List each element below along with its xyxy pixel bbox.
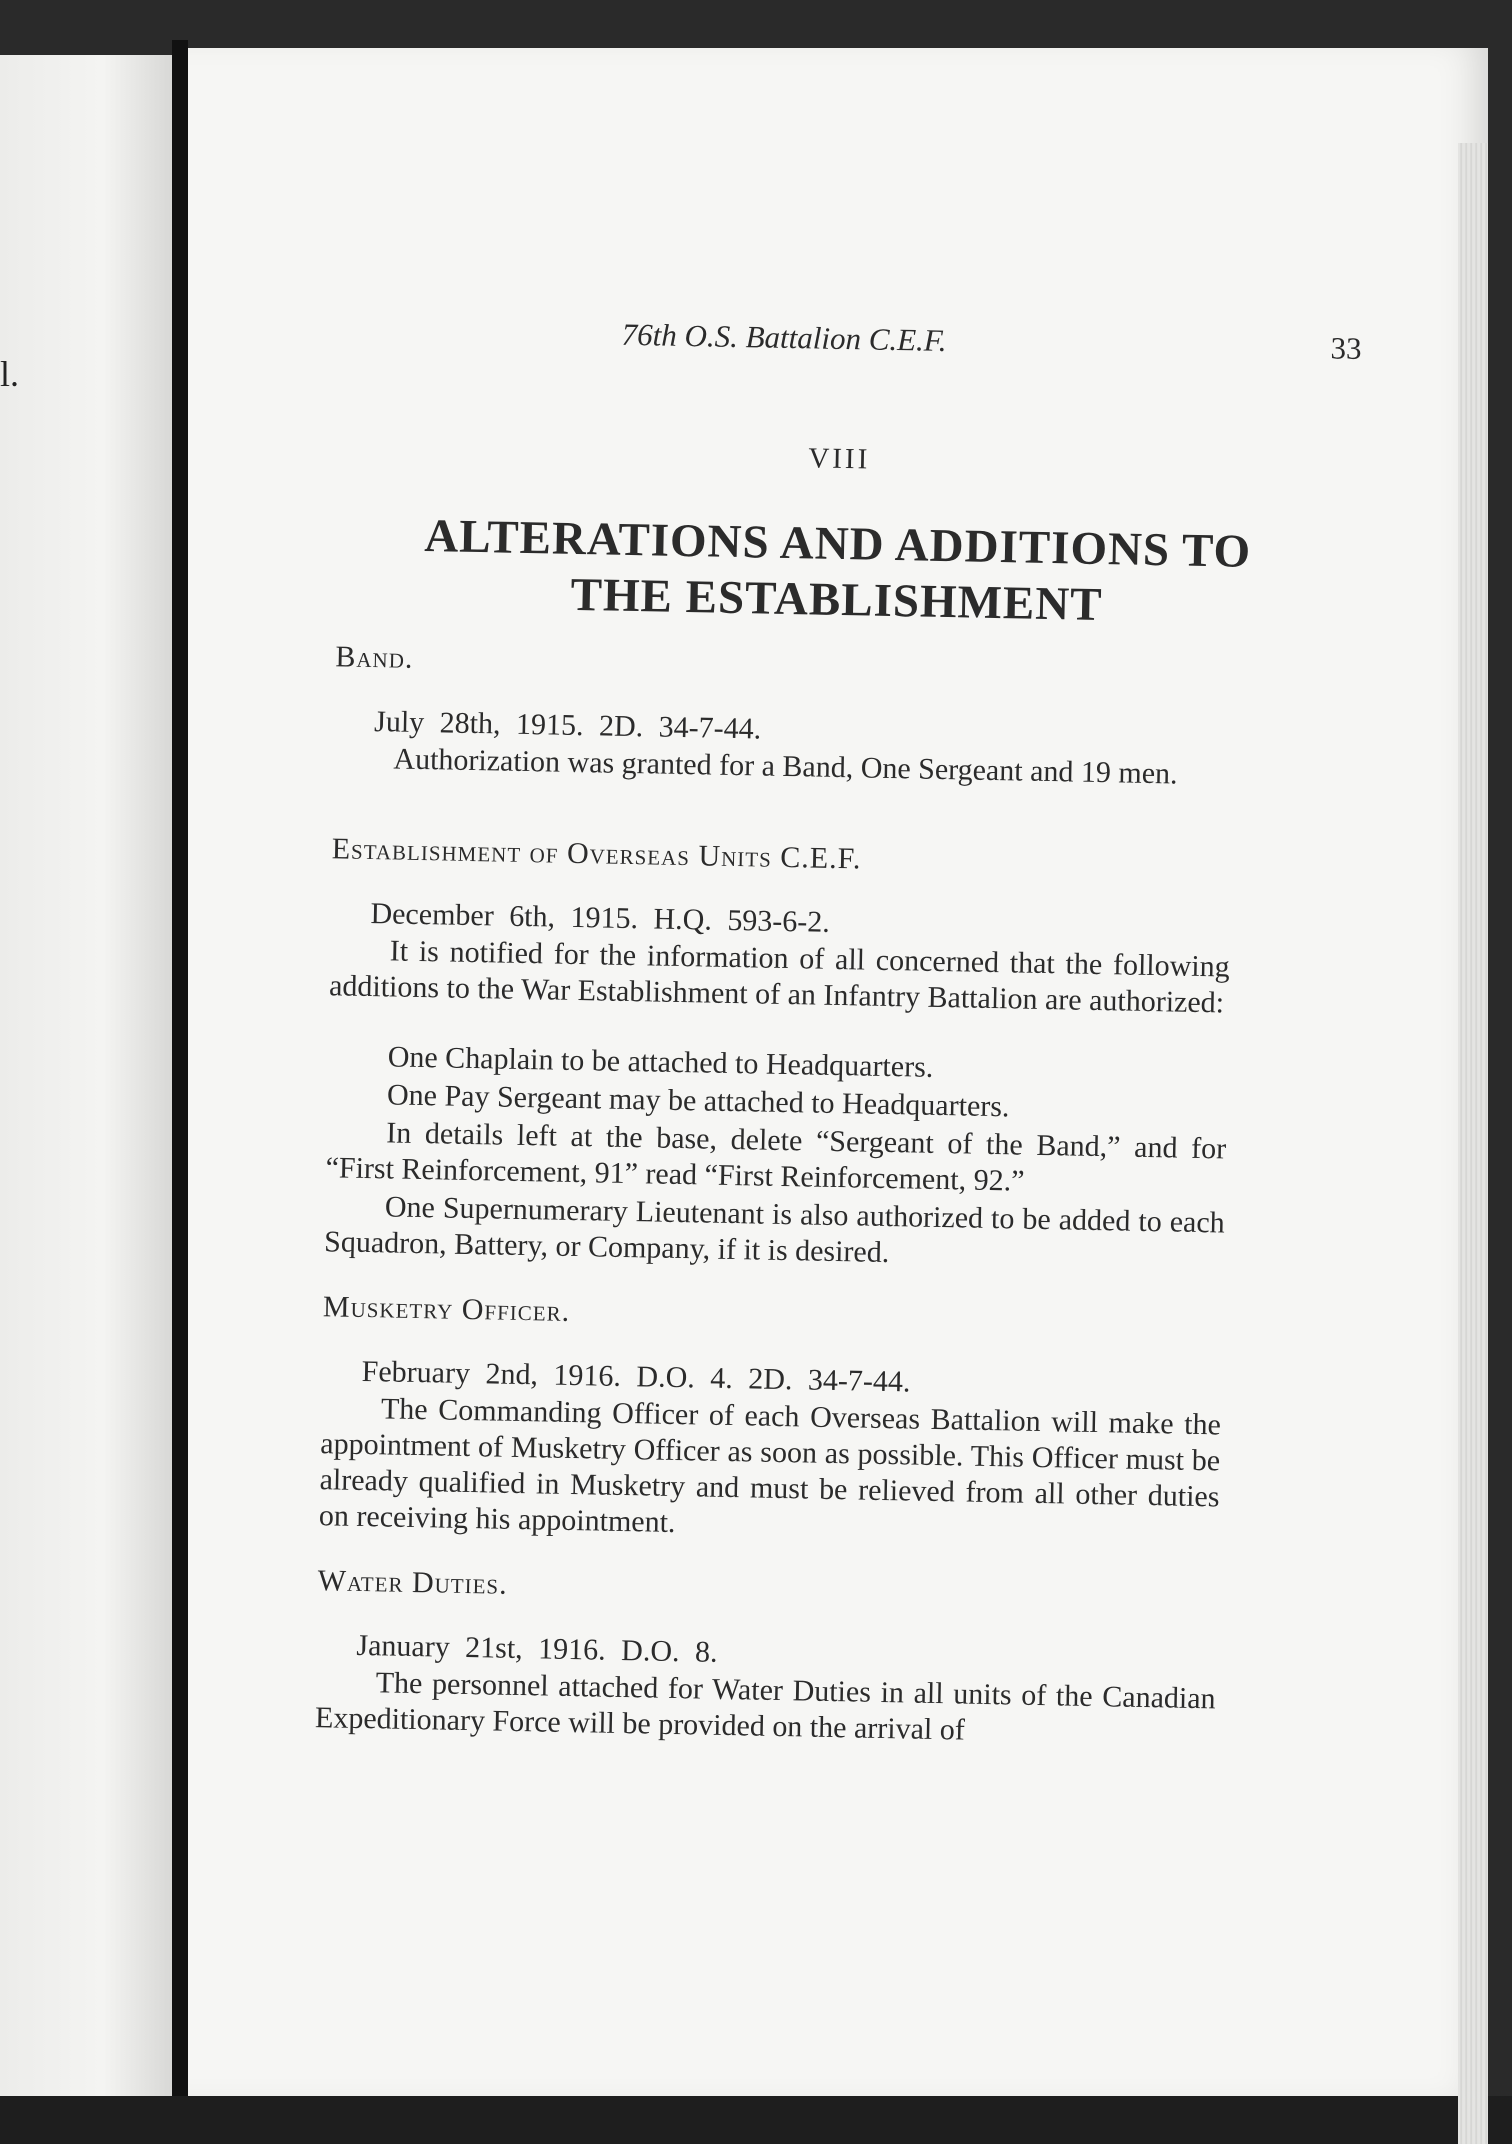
book-gutter — [172, 40, 188, 2096]
chapter-number: VIII — [808, 442, 871, 476]
section-paragraph: The Commanding Officer of each Overseas Battalion will make the appointment of Musketry Officer as soon as possible. This Officer must be already qualified in Musketry and must be relieved from all other duties on receiving his appointment. — [318, 1392, 1222, 1539]
list-item: One Supernumerary Lieutenant is also authorized to be added to each Squadron, Battery, or Company, if it is desired. — [323, 1190, 1226, 1270]
section-date-line: January 21st, 1916. D.O. 8. — [356, 1628, 718, 1669]
left-page — [0, 55, 172, 2096]
section-date-line: July 28th, 1915. 2D. 34-7-44. — [373, 705, 762, 746]
page-number: 33 — [1330, 330, 1362, 366]
running-head — [322, 263, 1363, 366]
left-page-text-fragment: l. — [0, 354, 20, 394]
right-page — [188, 48, 1488, 2096]
chapter-title: ALTERATIONS AND ADDITIONS TO THE ESTABLISHMENT — [423, 510, 1252, 632]
list-item: In details left at the base, delete “Sergeant of the Band,” and for “First Reinforcement, 91” read “First Reinforcement, 92.” — [325, 1116, 1227, 1198]
running-head-title: 76th O.S. Battalion C.E.F. — [621, 316, 947, 358]
section-water-duties — [295, 1564, 1338, 1756]
section-musketry-officer — [299, 1290, 1343, 1554]
list-item: One Pay Sergeant may be attached to Headquarters. — [386, 1078, 1010, 1124]
page-content — [295, 263, 1363, 1756]
section-paragraph: Authorization was granted for a Band, One Sergeant and 19 men. — [393, 742, 1178, 791]
additions-list — [324, 1038, 1228, 1277]
section-date-line: February 2nd, 1916. D.O. 4. 2D. 34-7-44. — [361, 1354, 911, 1399]
section-establishment — [304, 832, 1352, 1280]
list-item: One Chaplain to be attached to Headquarters. — [387, 1040, 934, 1084]
section-paragraph: It is notified for the information of all concerned that the following additions to the War Establishment of an Infantry Battalion are authorized: — [328, 934, 1230, 1020]
section-paragraph: The personnel attached for Water Duties in all units of the Canadian Expeditionary Force will be provided on the arrival of — [314, 1666, 1216, 1747]
section-band — [313, 640, 1355, 796]
section-heading: Establishment of Overseas Units C.E.F. — [331, 832, 862, 876]
page-edge — [1458, 143, 1488, 2144]
section-heading: Musketry Officer. — [322, 1290, 571, 1328]
section-date-line: December 6th, 1915. H.Q. 593-6-2. — [370, 897, 831, 939]
section-heading: Band. — [335, 640, 414, 675]
section-heading: Water Duties. — [317, 1564, 508, 1601]
